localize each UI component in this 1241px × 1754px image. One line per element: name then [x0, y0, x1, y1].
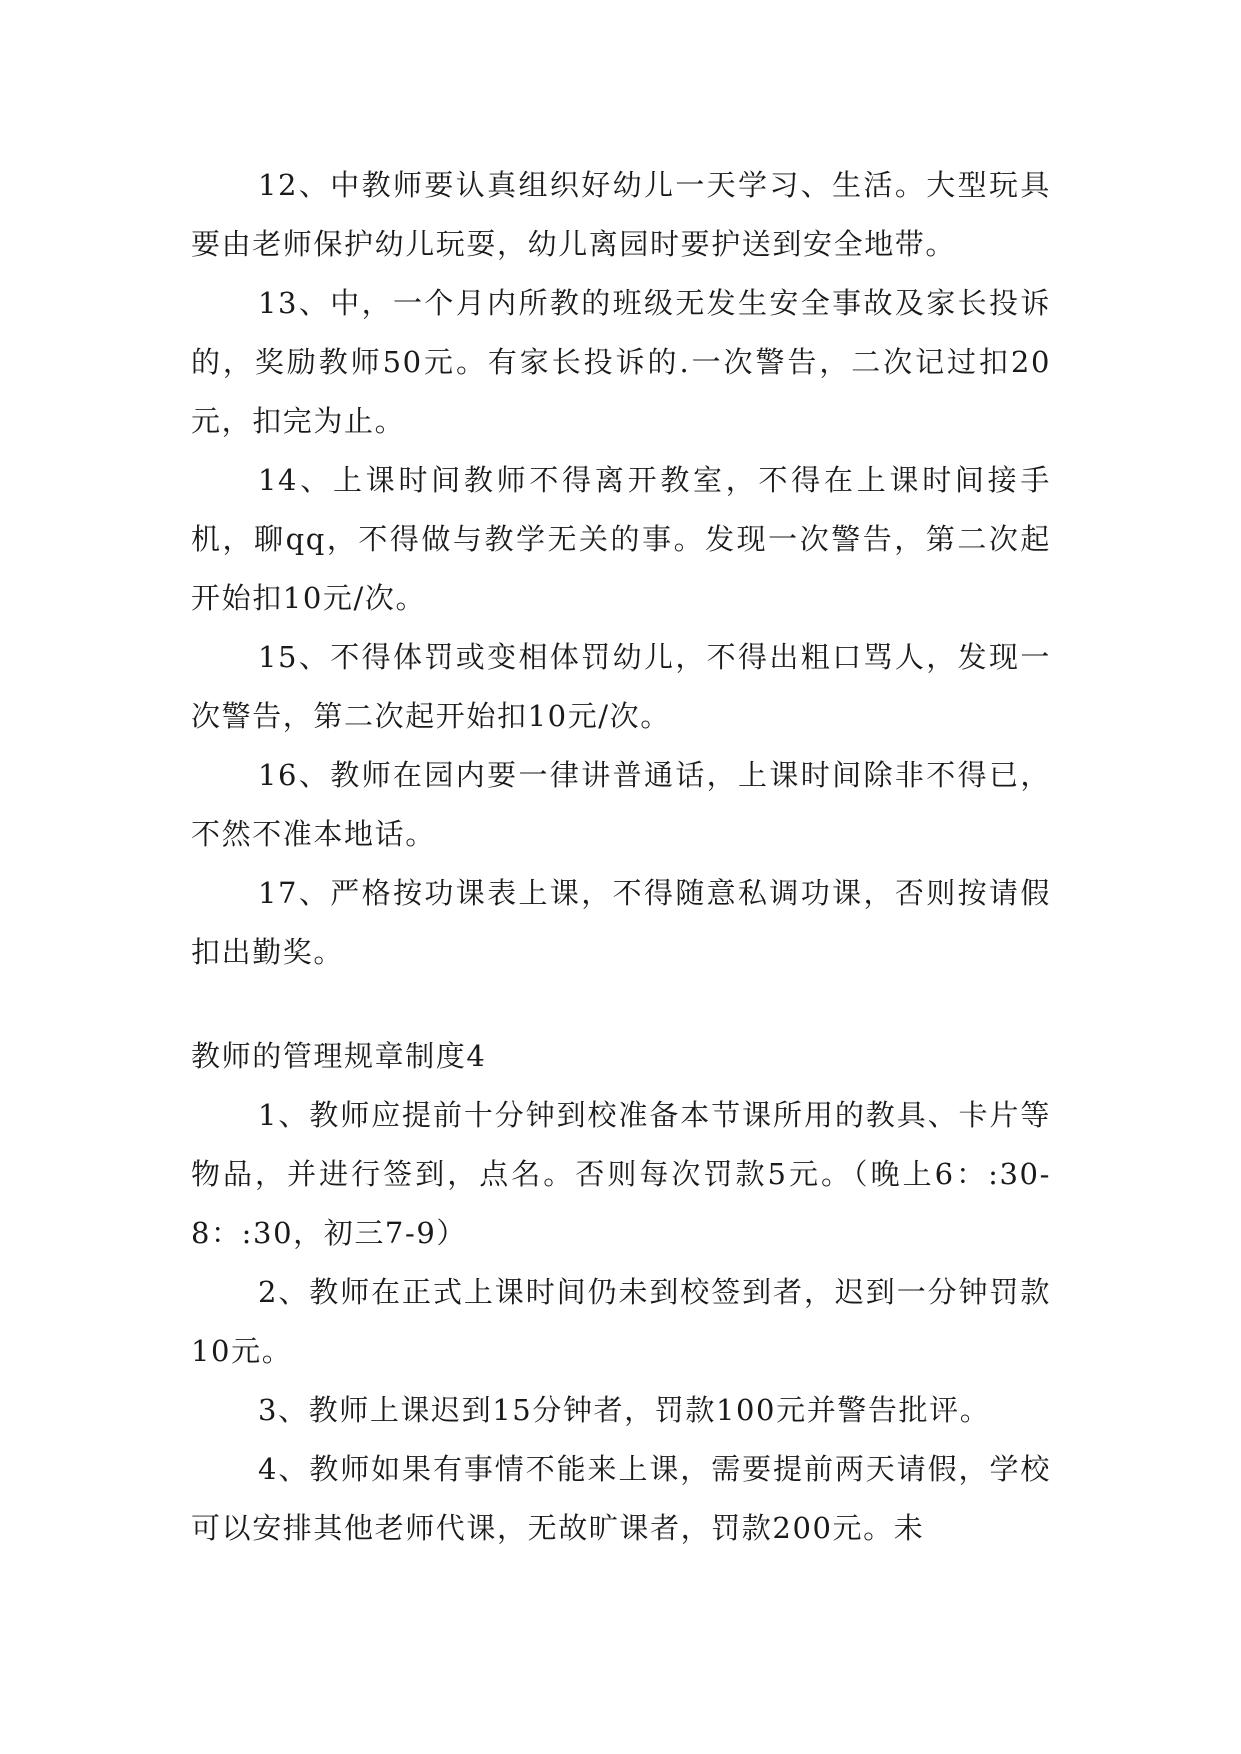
- paragraph-rule-16: 16、教师在园内要一律讲普通话，上课时间除非不得已，不然不准本地话。: [191, 758, 1051, 851]
- paragraph-rule-2: 2、教师在正式上课时间仍未到校签到者，迟到一分钟罚款10元。: [191, 1275, 1051, 1368]
- section-heading: 教师的管理规章制度4: [191, 1039, 487, 1073]
- paragraph-rule-3: 3、教师上课迟到15分钟者，罚款100元并警告批评。: [258, 1393, 991, 1427]
- paragraph-rule-17: 17、严格按功课表上课，不得随意私调功课，否则按请假扣出勤奖。: [191, 876, 1051, 969]
- paragraph-rule-13: 13、中，一个月内所教的班级无发生安全事故及家长投诉的，奖励教师50元。有家长投诉的.一次警告，二次记过扣20元，扣完为止。: [191, 286, 1051, 438]
- paragraph-rule-15: 15、不得体罚或变相体罚幼儿，不得出粗口骂人，发现一次警告，第二次起开始扣10元/次。: [191, 640, 1051, 733]
- paragraph-rule-4: 4、教师如果有事情不能来上课，需要提前两天请假，学校可以安排其他老师代课，无故旷课者，罚款200元。未: [191, 1452, 1051, 1545]
- paragraph-rule-12: 12、中教师要认真组织好幼儿一天学习、生活。大型玩具要由老师保护幼儿玩耍，幼儿离园时要护送到安全地带。: [191, 168, 1051, 261]
- paragraph-rule-1: 1、教师应提前十分钟到校准备本节课所用的教具、卡片等物品，并进行签到，点名。否则每次罚款5元。（晚上6：:30-8：:30，初三7-9）: [191, 1098, 1051, 1250]
- paragraph-rule-14: 14、上课时间教师不得离开教室，不得在上课时间接手机，聊qq，不得做与教学无关的事。发现一次警告，第二次起开始扣10元/次。: [191, 463, 1051, 615]
